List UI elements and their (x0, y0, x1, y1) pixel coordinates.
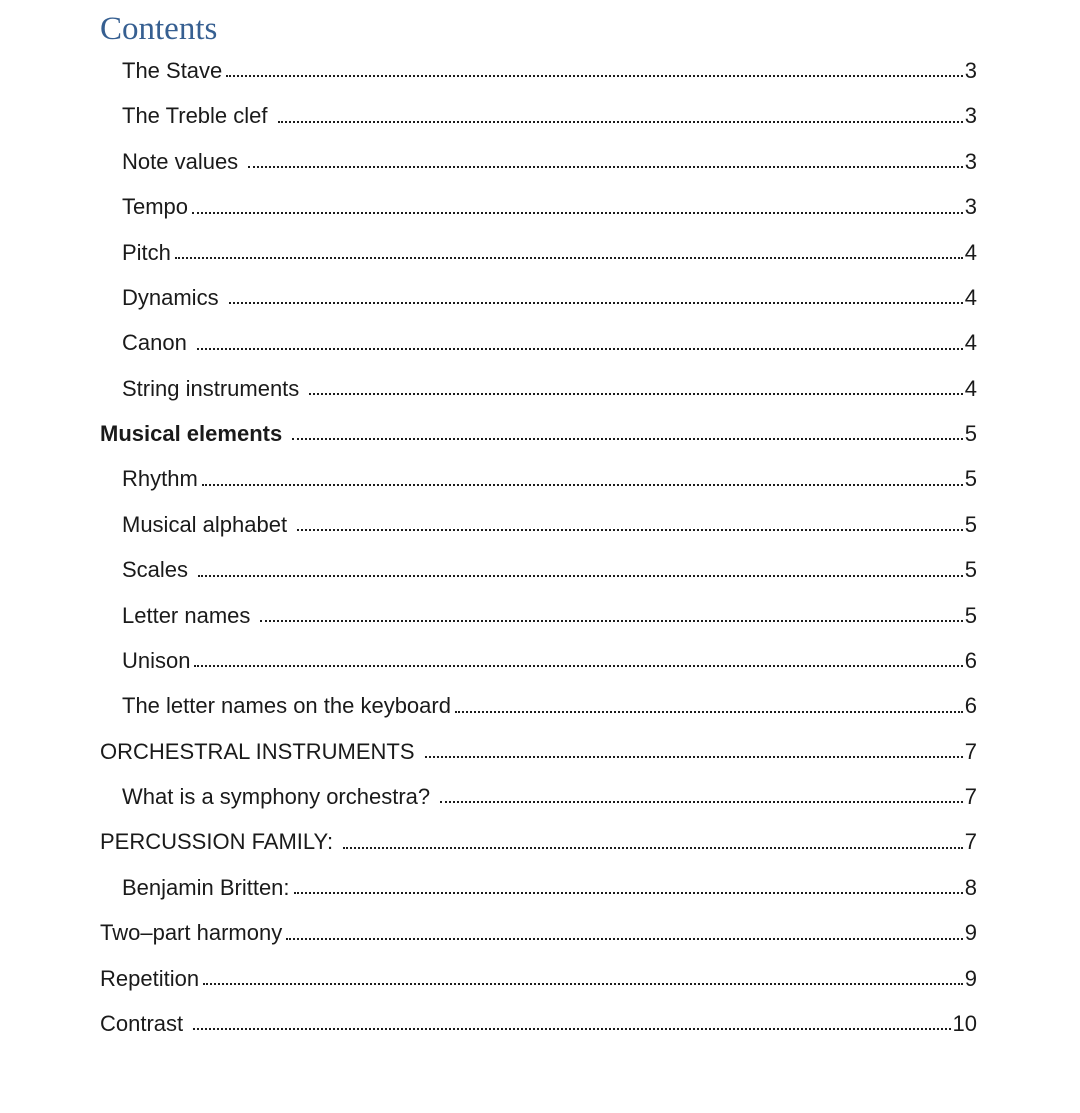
toc-entry-page: 4 (964, 375, 977, 401)
toc-entry-label: Musical elements (100, 421, 283, 447)
toc-entry-label: What is a symphony orchestra? (122, 784, 431, 810)
toc-entry-label: Tempo (122, 194, 189, 220)
toc-entry-label: Scales (122, 557, 189, 583)
toc-entry-label: The letter names on the keyboard (122, 693, 451, 719)
toc-leader-dots (309, 393, 962, 395)
toc-leader-dots (294, 892, 963, 894)
toc-entry-label: ORCHESTRAL INSTRUMENTS (100, 738, 415, 764)
toc-entry[interactable] (100, 275, 977, 320)
toc-entry[interactable] (100, 547, 977, 592)
toc-entry[interactable] (100, 910, 977, 955)
toc-leader-dots (194, 665, 962, 667)
toc-entry-page: 4 (964, 330, 977, 356)
toc-entry-page: 3 (964, 148, 977, 174)
toc-entry-label: Note values (122, 148, 239, 174)
toc-entry-label: Repetition (100, 965, 200, 991)
toc-entry-page: 7 (964, 738, 977, 764)
toc-entry-label: Musical alphabet (122, 511, 288, 537)
toc-entry[interactable] (100, 366, 977, 411)
toc-entry[interactable] (100, 411, 977, 456)
toc-leader-dots (248, 166, 963, 168)
table-of-contents (100, 48, 977, 1046)
toc-entry[interactable] (100, 139, 977, 184)
toc-entry-page: 7 (964, 829, 977, 855)
toc-entry-label: The Treble clef (122, 103, 268, 129)
toc-leader-dots (286, 938, 963, 940)
toc-entry-page: 5 (964, 421, 977, 447)
toc-entry-page: 4 (964, 284, 977, 310)
toc-entry[interactable] (100, 456, 977, 501)
toc-leader-dots (260, 620, 962, 622)
toc-entry-page: 6 (964, 693, 977, 719)
toc-leader-dots (440, 801, 963, 803)
toc-entry[interactable] (100, 1001, 977, 1046)
toc-entry-page: 9 (964, 965, 977, 991)
toc-entry-page: 5 (964, 602, 977, 628)
toc-leader-dots (192, 212, 963, 214)
toc-entry-page: 6 (964, 647, 977, 673)
toc-entry[interactable] (100, 230, 977, 275)
toc-entry-label: The Stave (122, 58, 223, 84)
toc-entry-label: Benjamin Britten: (122, 874, 290, 900)
toc-entry[interactable] (100, 865, 977, 910)
toc-entry[interactable] (100, 774, 977, 819)
toc-leader-dots (278, 121, 963, 123)
toc-entry-page: 7 (964, 784, 977, 810)
toc-entry-page: 5 (964, 511, 977, 537)
toc-entry-page: 9 (964, 920, 977, 946)
toc-entry[interactable] (100, 683, 977, 728)
toc-entry-label: String instruments (122, 375, 300, 401)
toc-entry-label: Unison (122, 647, 191, 673)
toc-entry[interactable] (100, 819, 977, 864)
toc-entry-label: Canon (122, 330, 187, 356)
toc-entry[interactable] (100, 93, 977, 138)
toc-entry[interactable] (100, 48, 977, 93)
toc-leader-dots (226, 75, 962, 77)
toc-leader-dots (193, 1028, 950, 1030)
toc-entry-label: Letter names (122, 602, 251, 628)
toc-leader-dots (297, 529, 963, 531)
toc-leader-dots (203, 983, 963, 985)
toc-entry-label: Two–part harmony (100, 920, 283, 946)
toc-leader-dots (455, 711, 963, 713)
toc-entry-page: 4 (964, 239, 977, 265)
toc-entry[interactable] (100, 593, 977, 638)
toc-entry[interactable] (100, 184, 977, 229)
toc-entry-page: 8 (964, 874, 977, 900)
toc-entry[interactable] (100, 729, 977, 774)
toc-leader-dots (229, 302, 963, 304)
toc-entry[interactable] (100, 502, 977, 547)
toc-entry-page: 5 (964, 557, 977, 583)
toc-leader-dots (175, 257, 963, 259)
page-title: Contents (100, 11, 218, 47)
toc-entry-page: 3 (964, 58, 977, 84)
toc-entry-label: Pitch (122, 239, 171, 265)
toc-entry-label: Dynamics (122, 284, 219, 310)
toc-leader-dots (198, 575, 963, 577)
toc-entry-label: PERCUSSION FAMILY: (100, 829, 334, 855)
toc-leader-dots (343, 847, 963, 849)
toc-entry-page: 5 (964, 466, 977, 492)
toc-leader-dots (292, 438, 963, 440)
toc-leader-dots (202, 484, 963, 486)
toc-entry[interactable] (100, 638, 977, 683)
toc-entry-page: 3 (964, 103, 977, 129)
toc-entry[interactable] (100, 320, 977, 365)
toc-entry-page: 10 (952, 1010, 977, 1036)
toc-entry-label: Rhythm (122, 466, 198, 492)
toc-leader-dots (425, 756, 963, 758)
toc-entry[interactable] (100, 956, 977, 1001)
toc-entry-page: 3 (964, 194, 977, 220)
toc-entry-label: Contrast (100, 1010, 184, 1036)
toc-leader-dots (197, 348, 963, 350)
